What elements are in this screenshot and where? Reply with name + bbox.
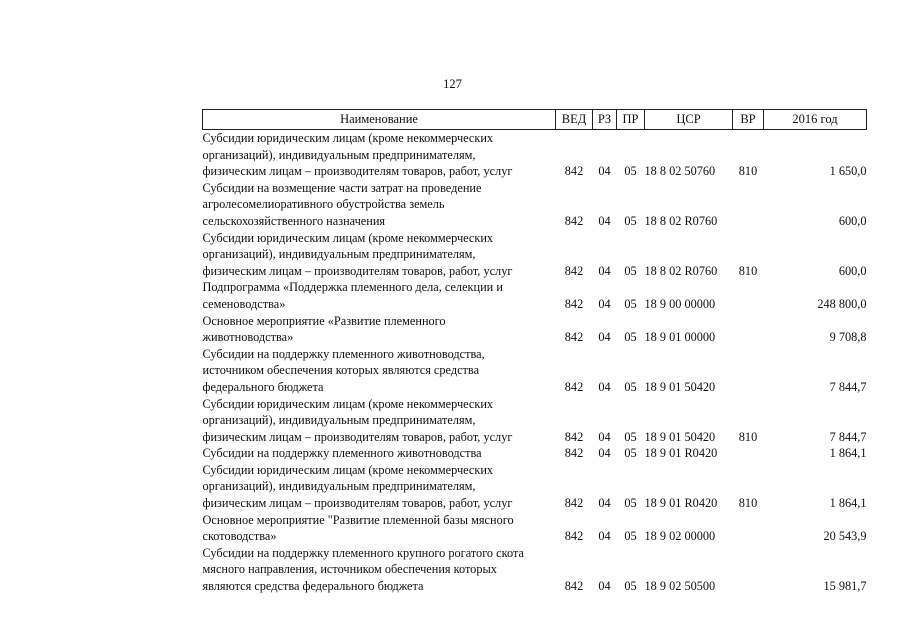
row-csr: 18 9 01 50420 (644, 379, 716, 394)
header-vr: ВР (733, 110, 764, 130)
table-row (203, 512, 867, 545)
row-name-line: сельскохозяйственного назначения (202, 213, 386, 228)
row-name-line: Субсидии на возмещение части затрат на проведение (202, 180, 482, 195)
row-sum: 15 981,7 (823, 579, 867, 594)
row-name-line: скотоводства» (202, 529, 277, 544)
row-name (203, 180, 556, 230)
row-name-line: Субсидии юридическим лицам (кроме некоммерческих (202, 462, 494, 477)
row-vr (733, 279, 764, 312)
row-vr (733, 445, 764, 462)
row-rz: 04 (598, 579, 611, 594)
row-name-line: Субсидии юридическим лицам (кроме некоммерческих (202, 230, 494, 245)
row-ved: 842 (564, 263, 584, 278)
row-name-line: Подпрограмма «Поддержка племенного дела, селекции и (202, 280, 503, 295)
row-name-line: семеноводства» (202, 296, 286, 311)
row-rz: 04 (598, 263, 611, 278)
row-ved: 842 (564, 164, 584, 179)
page-number: 127 (443, 77, 462, 91)
row-csr: 18 9 01 00000 (644, 330, 716, 345)
row-name (203, 279, 556, 312)
row-pr: 05 (624, 164, 637, 179)
row-rz: 04 (598, 379, 611, 394)
row-sum: 600,0 (838, 263, 867, 278)
row-name (203, 346, 556, 396)
row-ved: 842 (564, 330, 584, 345)
header-ved: ВЕД (556, 110, 593, 130)
row-vr (733, 512, 764, 545)
row-name-line: физическим лицам – производителям товаров, работ, услуг (202, 429, 513, 444)
header-rz: РЗ (593, 110, 617, 130)
row-rz: 04 (598, 496, 611, 511)
row-csr: 18 9 01 50420 (644, 429, 716, 444)
row-name-line: физическим лицам – производителям товаров, работ, услуг (202, 263, 513, 278)
row-name (203, 462, 556, 512)
row-name (203, 445, 556, 462)
table-row (203, 130, 867, 180)
header-pr: ПР (617, 110, 645, 130)
row-vr: 810 (738, 263, 758, 278)
row-name (203, 130, 556, 180)
row-ved: 842 (564, 213, 584, 228)
header-name: Наименование (203, 110, 556, 130)
table-row (203, 445, 867, 462)
row-csr: 18 9 02 00000 (644, 529, 716, 544)
row-ved: 842 (564, 379, 584, 394)
row-pr: 05 (624, 446, 637, 461)
row-pr: 05 (624, 496, 637, 511)
row-sum: 1 650,0 (829, 164, 867, 179)
row-name-line: организаций), индивидуальным предпринимателям, (202, 147, 476, 162)
row-name-line: Субсидии на поддержку племенного животноводства (202, 446, 482, 461)
table-row (203, 180, 867, 230)
row-vr: 810 (738, 496, 758, 511)
header-year: 2016 год (764, 110, 867, 130)
budget-table (202, 109, 867, 595)
row-pr: 05 (624, 296, 637, 311)
row-csr: 18 8 02 50760 (644, 164, 716, 179)
row-name (203, 545, 556, 595)
table-row (203, 230, 867, 280)
row-name-line: Субсидии юридическим лицам (кроме некоммерческих (202, 396, 494, 411)
row-name-line: федерального бюджета (202, 379, 324, 394)
row-sum: 248 800,0 (817, 296, 867, 311)
row-pr: 05 (624, 579, 637, 594)
row-name-line: агролесомелиоративного обустройства земель (202, 197, 445, 212)
row-name-line: физическим лицам – производителям товаров, работ, услуг (202, 496, 513, 511)
row-pr: 05 (624, 263, 637, 278)
row-vr: 810 (738, 429, 758, 444)
table-row (203, 279, 867, 312)
row-pr: 05 (624, 429, 637, 444)
row-rz: 04 (598, 296, 611, 311)
row-csr: 18 9 02 50500 (644, 579, 716, 594)
table-row (203, 346, 867, 396)
table-row (203, 545, 867, 595)
row-rz: 04 (598, 213, 611, 228)
row-csr: 18 8 02 R0760 (644, 213, 718, 228)
row-vr (733, 313, 764, 346)
row-rz: 04 (598, 330, 611, 345)
row-name-line: организаций), индивидуальным предпринимателям, (202, 413, 476, 428)
table-row (203, 462, 867, 512)
row-name-line: Субсидии на поддержку племенного крупного рогатого скота (202, 545, 524, 560)
row-csr: 18 9 01 R0420 (644, 496, 718, 511)
row-name-line: являются средства федерального бюджета (202, 579, 424, 594)
row-name-line: Субсидии на поддержку племенного животноводства, (202, 346, 485, 361)
row-name-line: Субсидии юридическим лицам (кроме некоммерческих (202, 131, 494, 145)
row-csr: 18 9 00 00000 (644, 296, 716, 311)
row-vr (733, 180, 764, 230)
row-pr: 05 (624, 330, 637, 345)
row-sum: 600,0 (838, 213, 867, 228)
row-name (203, 512, 556, 545)
row-name-line: источником обеспечения которых являются средства (202, 363, 480, 378)
row-name-line: физическим лицам – производителям товаров, работ, услуг (202, 164, 513, 179)
row-vr (733, 346, 764, 396)
row-sum: 7 844,7 (829, 379, 867, 394)
row-sum: 7 844,7 (829, 429, 867, 444)
row-name-line: животноводства» (202, 330, 294, 345)
row-vr: 810 (738, 164, 758, 179)
row-pr: 05 (624, 379, 637, 394)
row-pr: 05 (624, 213, 637, 228)
row-csr: 18 9 01 R0420 (644, 446, 718, 461)
row-name (203, 396, 556, 446)
row-ved: 842 (564, 496, 584, 511)
row-name-line: организаций), индивидуальным предпринимателям, (202, 247, 476, 262)
table-header-row (203, 110, 867, 130)
row-name-line: Основное мероприятие "Развитие племенной базы мясного (202, 512, 514, 527)
table-row (203, 396, 867, 446)
table-body (203, 130, 867, 595)
row-rz: 04 (598, 164, 611, 179)
row-sum: 1 864,1 (829, 446, 867, 461)
row-rz: 04 (598, 429, 611, 444)
row-rz: 04 (598, 446, 611, 461)
header-csr: ЦСР (645, 110, 733, 130)
row-name (203, 313, 556, 346)
row-rz: 04 (598, 529, 611, 544)
row-ved: 842 (564, 296, 584, 311)
row-ved: 842 (564, 529, 584, 544)
row-ved: 842 (564, 579, 584, 594)
row-sum: 20 543,9 (823, 529, 867, 544)
row-vr (733, 545, 764, 595)
row-name-line: мясного направления, источником обеспечения которых (202, 562, 497, 577)
row-sum: 9 708,8 (829, 330, 867, 345)
table-row (203, 313, 867, 346)
row-sum: 1 864,1 (829, 496, 867, 511)
row-pr: 05 (624, 529, 637, 544)
row-name-line: организаций), индивидуальным предпринимателям, (202, 479, 476, 494)
row-name (203, 230, 556, 280)
row-ved: 842 (564, 429, 584, 444)
row-csr: 18 8 02 R0760 (644, 263, 718, 278)
row-ved: 842 (564, 446, 584, 461)
row-name-line: Основное мероприятие «Развитие племенного (202, 313, 446, 328)
